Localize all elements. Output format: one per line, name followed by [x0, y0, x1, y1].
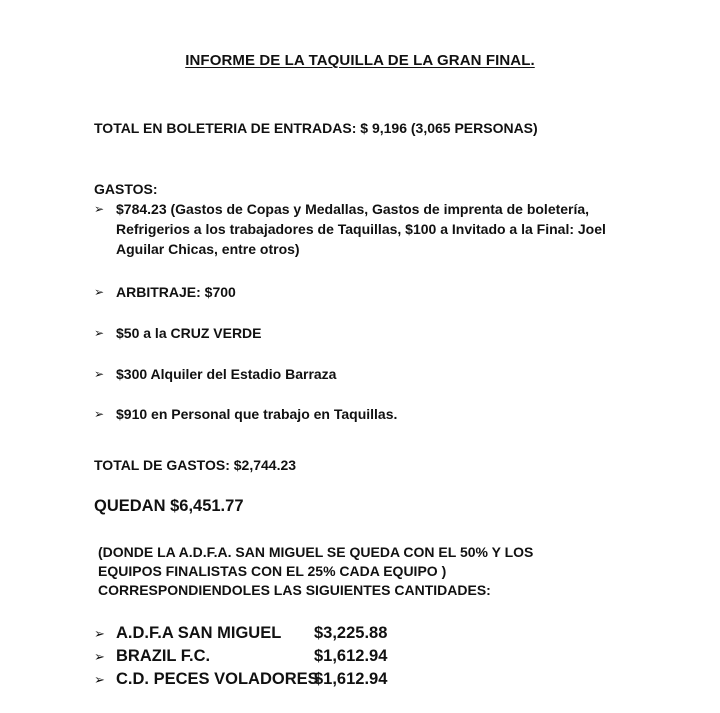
- reparto-amount: $3,225.88: [314, 624, 388, 642]
- gasto-text: ARBITRAJE: $700: [116, 284, 236, 300]
- reparto-name: A.D.F.A SAN MIGUEL: [116, 624, 282, 642]
- arrow-bullet-icon: ➢: [94, 649, 105, 664]
- arrow-bullet-icon: ➢: [94, 285, 105, 299]
- arrow-bullet-icon: ➢: [94, 367, 105, 381]
- arrow-bullet-icon: ➢: [94, 672, 105, 687]
- arrow-bullet-icon: ➢: [94, 626, 105, 641]
- report-title: INFORME DE LA TAQUILLA DE LA GRAN FINAL.: [185, 52, 535, 69]
- reparto-note: (DONDE LA A.D.F.A. SAN MIGUEL SE QUEDA CON EL 50% Y LOS EQUIPOS FINALISTAS CON EL 25% CADA EQUIPO ) CORRESPONDIENDOLES LAS SIGUIENTES CANTIDADES:: [98, 544, 534, 598]
- gasto-text: $50 a la CRUZ VERDE: [116, 325, 262, 341]
- total-gastos: TOTAL DE GASTOS: $2,744.23: [94, 457, 297, 473]
- arrow-bullet-icon: ➢: [94, 407, 105, 421]
- gasto-item: [94, 404, 397, 424]
- total-boleteria: TOTAL EN BOLETERIA DE ENTRADAS: $ 9,196 (3,065 PERSONAS): [94, 120, 538, 136]
- reparto-row: [94, 645, 387, 667]
- quedan-total: QUEDAN $6,451.77: [94, 497, 244, 515]
- reparto-name: C.D. PECES VOLADORES: [116, 670, 319, 688]
- gasto-item: [94, 199, 631, 259]
- gasto-text: $910 en Personal que trabajo en Taquillas.: [116, 406, 398, 422]
- arrow-bullet-icon: ➢: [94, 202, 105, 216]
- gasto-text: $784.23 (Gastos de Copas y Medallas, Gastos de imprenta de boletería, Refrigerios a los trabajadores de Taquillas, $100 a Invitado a la Final: Joel Aguilar Chicas, entre otros): [116, 201, 606, 257]
- gasto-text: $300 Alquiler del Estadio Barraza: [116, 366, 337, 382]
- gasto-item: [94, 323, 262, 343]
- reparto-amount: $1,612.94: [314, 647, 388, 665]
- reparto-amount: $1,612.94: [314, 670, 388, 688]
- reparto-row: [94, 668, 387, 690]
- arrow-bullet-icon: ➢: [94, 326, 105, 340]
- gastos-label: GASTOS:: [94, 181, 158, 197]
- gasto-item: [94, 364, 336, 384]
- gasto-item: [94, 282, 236, 302]
- reparto-name: BRAZIL F.C.: [116, 647, 211, 665]
- reparto-row: [94, 622, 387, 644]
